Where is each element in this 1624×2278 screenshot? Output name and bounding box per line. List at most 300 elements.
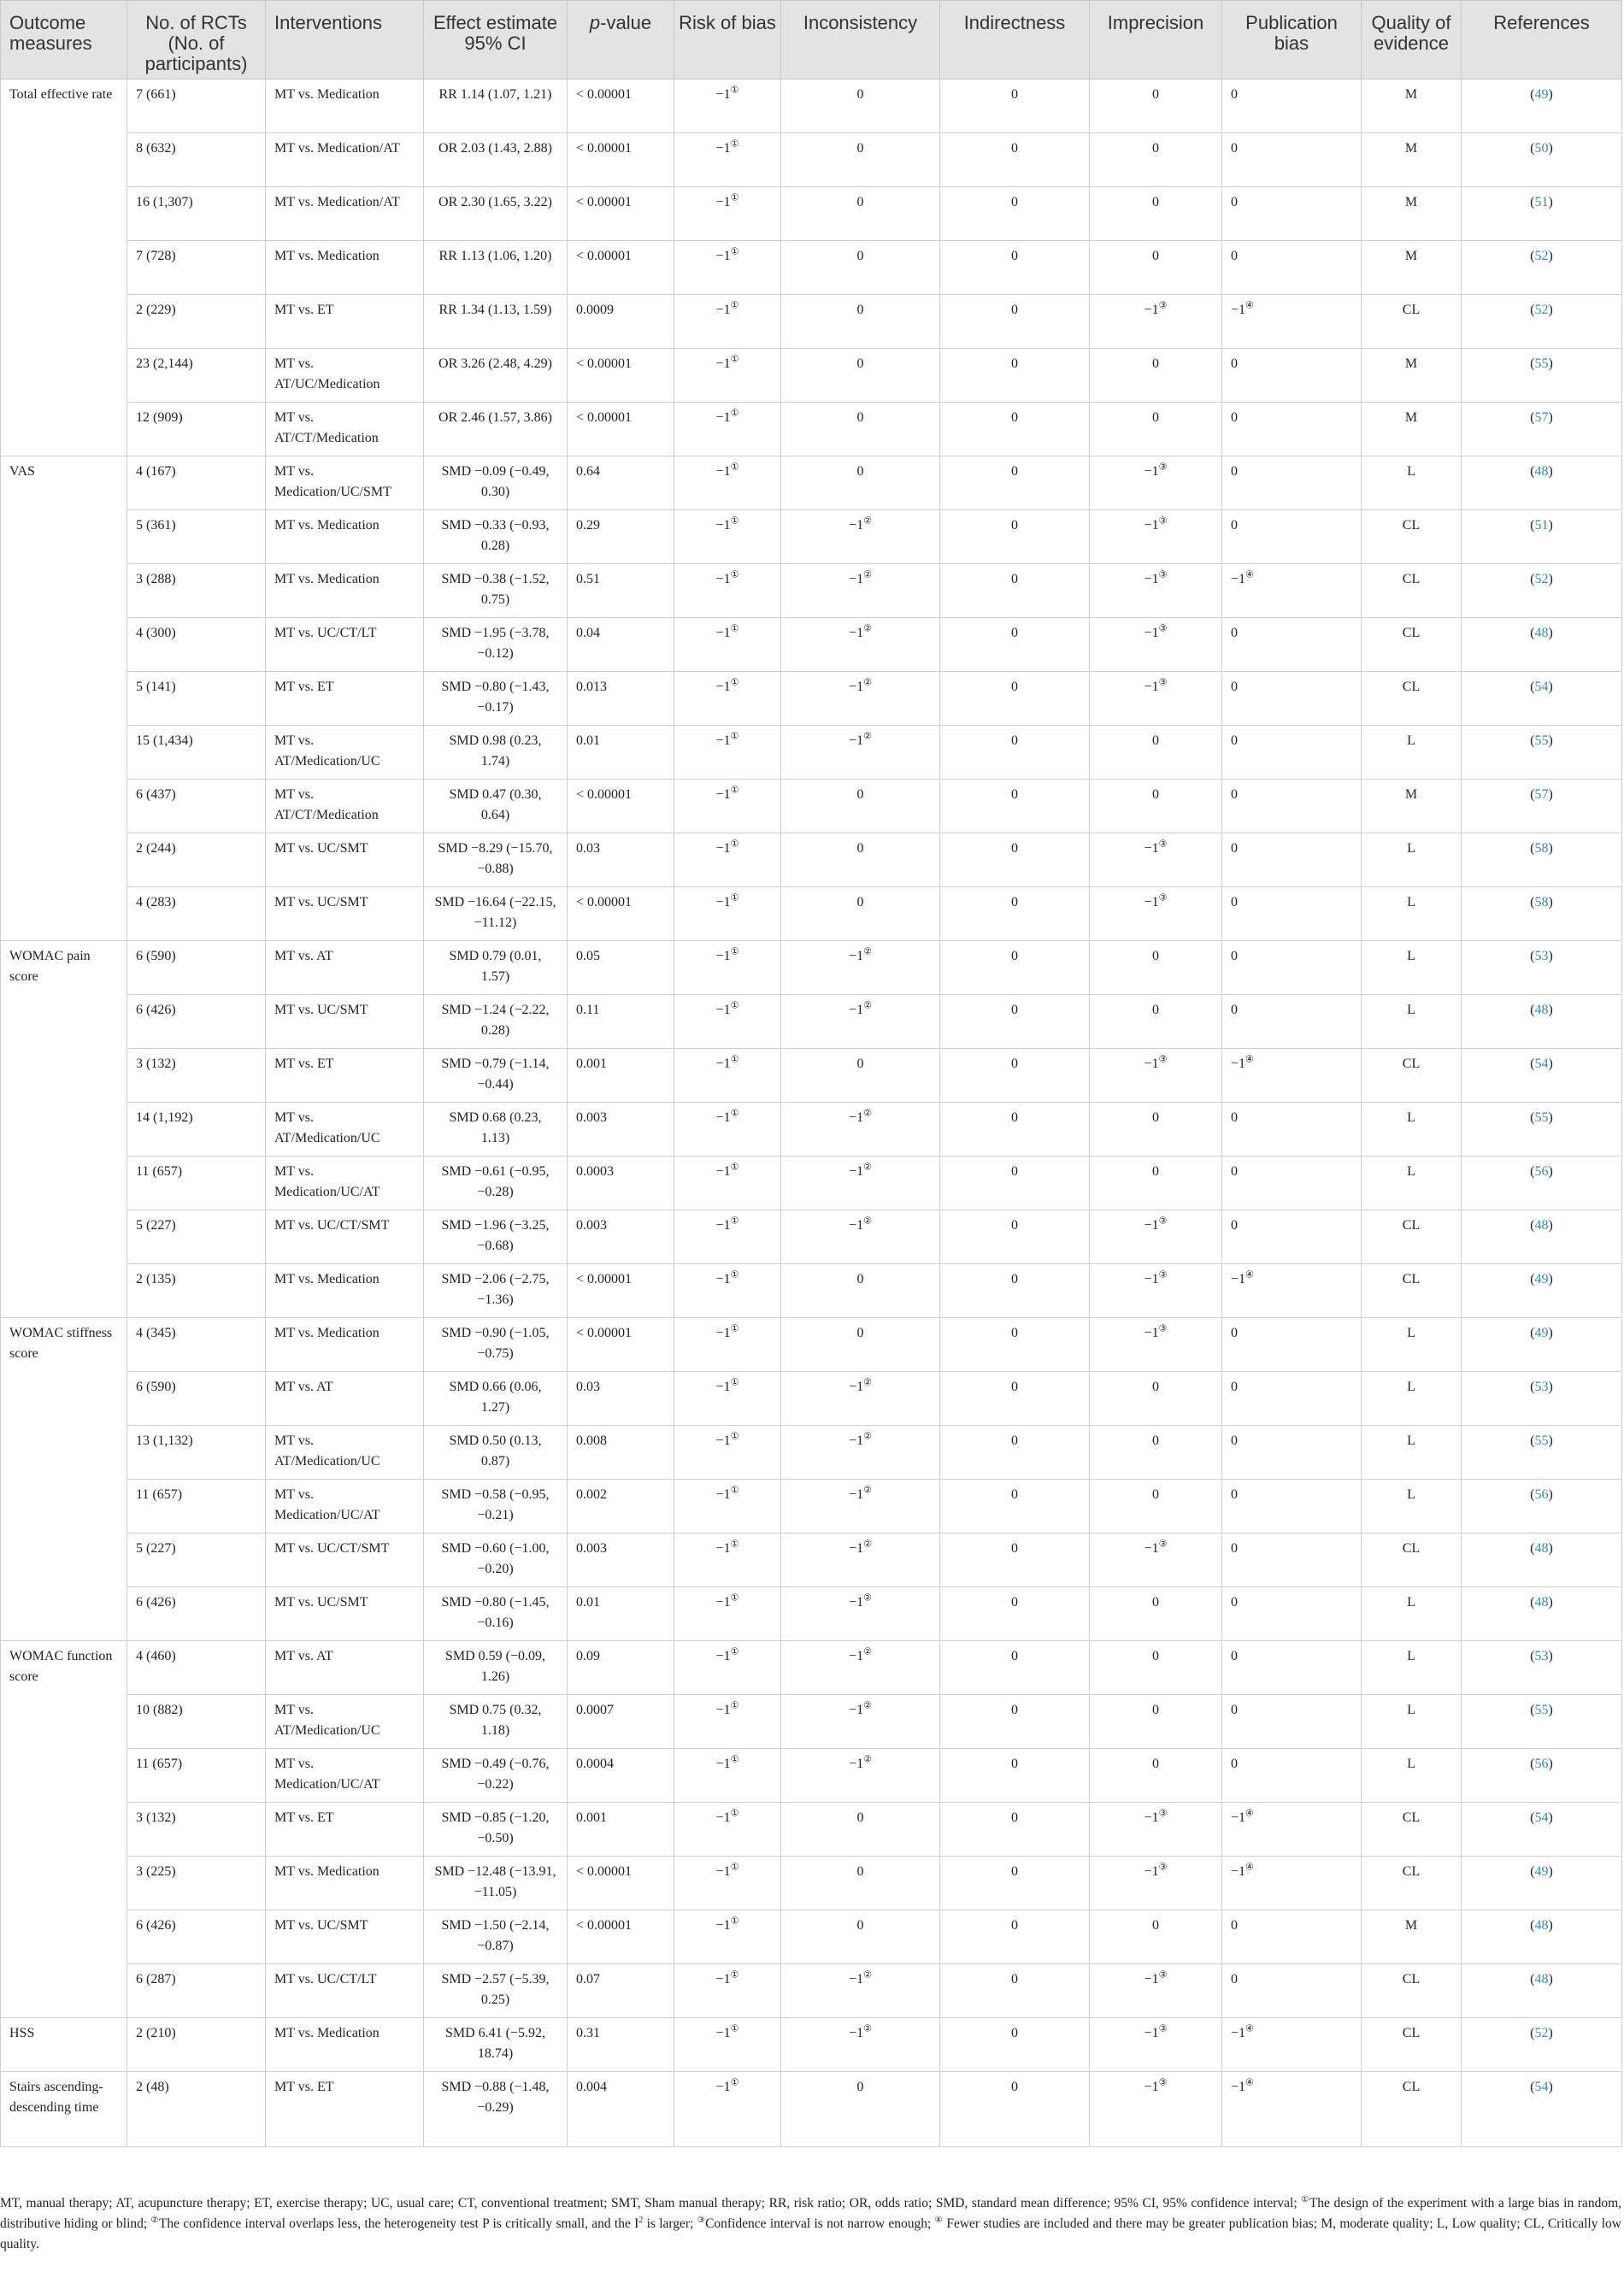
inconsistency-value: −1 bbox=[849, 949, 864, 963]
risk-of-bias-cell bbox=[674, 564, 781, 618]
imprecision-value: −1 bbox=[1144, 1218, 1159, 1233]
publication-bias-value: −1 bbox=[1231, 1272, 1246, 1286]
effect-estimate-cell: SMD −1.96 (−3.25, −0.68) bbox=[424, 1210, 568, 1264]
inconsistency-footnote-marker: ② bbox=[863, 731, 872, 742]
publication-bias-cell bbox=[1222, 1426, 1362, 1480]
publication-bias-cell bbox=[1222, 510, 1362, 564]
rcts-cell: 4 (283) bbox=[127, 887, 266, 941]
rcts-cell: 6 (426) bbox=[127, 1587, 266, 1641]
imprecision-cell bbox=[1090, 1372, 1222, 1426]
imprecision-value: 0 bbox=[1152, 87, 1159, 102]
reference-link[interactable]: 48 bbox=[1534, 1595, 1549, 1610]
reference-link[interactable]: 54 bbox=[1534, 2080, 1549, 2094]
footnote-i-squared: 2 bbox=[638, 2215, 644, 2225]
table-row bbox=[1, 1803, 1622, 1857]
risk-of-bias-value: −1 bbox=[715, 1918, 731, 1933]
table-row bbox=[1, 1426, 1622, 1480]
p-value-cell: 0.03 bbox=[568, 833, 674, 887]
table-row bbox=[1, 510, 1622, 564]
publication-bias-cell bbox=[1222, 1695, 1362, 1749]
reference-link[interactable]: 52 bbox=[1534, 249, 1549, 263]
header-inconsistency: Inconsistency bbox=[781, 1, 940, 79]
indirectness-cell: 0 bbox=[940, 941, 1090, 995]
table-row bbox=[1, 1587, 1622, 1641]
effect-estimate-cell: SMD −2.57 (−5.39, 0.25) bbox=[424, 1964, 568, 2018]
imprecision-cell bbox=[1090, 349, 1222, 403]
inconsistency-value: 0 bbox=[856, 249, 864, 263]
reference-cell: (49) bbox=[1462, 1264, 1622, 1318]
indirectness-cell: 0 bbox=[940, 1318, 1090, 1372]
effect-estimate-cell: SMD −0.33 (−0.93, 0.28) bbox=[424, 510, 568, 564]
intervention-cell: MT vs. UC/SMT bbox=[266, 1910, 424, 1964]
reference-link[interactable]: 57 bbox=[1534, 787, 1549, 802]
publication-bias-value: −1 bbox=[1231, 303, 1246, 317]
reference-link[interactable]: 48 bbox=[1534, 1003, 1549, 1017]
publication-bias-value: 0 bbox=[1231, 249, 1238, 263]
quality-of-evidence-cell: M bbox=[1362, 187, 1462, 241]
imprecision-footnote-marker: ③ bbox=[1158, 1323, 1168, 1334]
risk-of-bias-cell bbox=[674, 1103, 781, 1157]
quality-of-evidence-cell: L bbox=[1362, 995, 1462, 1049]
risk-of-bias-cell bbox=[674, 1049, 781, 1103]
publication-bias-value: 0 bbox=[1231, 195, 1238, 209]
imprecision-value: −1 bbox=[1144, 1326, 1159, 1340]
risk-of-bias-value: −1 bbox=[715, 572, 731, 586]
imprecision-value: −1 bbox=[1144, 303, 1159, 317]
reference-link[interactable]: 53 bbox=[1534, 1649, 1549, 1663]
risk-of-bias-value: −1 bbox=[715, 303, 731, 317]
header-imprecision: Imprecision bbox=[1090, 1, 1222, 79]
intervention-cell: MT vs. AT bbox=[266, 1372, 424, 1426]
effect-estimate-cell: OR 2.46 (1.57, 3.86) bbox=[424, 403, 568, 456]
p-value-cell: 0.09 bbox=[568, 1641, 674, 1695]
imprecision-footnote-marker: ③ bbox=[1158, 1054, 1168, 1065]
inconsistency-cell bbox=[781, 941, 940, 995]
effect-estimate-cell: SMD −0.80 (−1.43, −0.17) bbox=[424, 672, 568, 726]
imprecision-value: −1 bbox=[1144, 680, 1159, 694]
imprecision-value: 0 bbox=[1152, 356, 1159, 371]
intervention-cell: MT vs. ET bbox=[266, 672, 424, 726]
reference-link[interactable]: 56 bbox=[1534, 1757, 1549, 1771]
risk-of-bias-footnote-marker: ① bbox=[730, 354, 739, 365]
risk-of-bias-value: −1 bbox=[715, 1326, 731, 1340]
reference-link[interactable]: 48 bbox=[1534, 1972, 1549, 1987]
reference-link[interactable]: 55 bbox=[1534, 733, 1549, 748]
table-row bbox=[1, 564, 1622, 618]
risk-of-bias-cell bbox=[674, 995, 781, 1049]
rcts-cell: 4 (345) bbox=[127, 1318, 266, 1372]
reference-link[interactable]: 51 bbox=[1534, 518, 1549, 533]
risk-of-bias-cell bbox=[674, 2018, 781, 2072]
imprecision-cell bbox=[1090, 1210, 1222, 1264]
quality-of-evidence-cell: L bbox=[1362, 1318, 1462, 1372]
reference-cell: (55) bbox=[1462, 1103, 1622, 1157]
indirectness-cell: 0 bbox=[940, 1641, 1090, 1695]
risk-of-bias-value: −1 bbox=[715, 1057, 731, 1071]
inconsistency-value: 0 bbox=[856, 410, 864, 425]
inconsistency-footnote-marker: ② bbox=[863, 1969, 872, 1981]
header-quality-of-evidence: Quality of evidence bbox=[1362, 1, 1462, 79]
risk-of-bias-value: −1 bbox=[715, 1110, 731, 1125]
rcts-cell: 10 (882) bbox=[127, 1695, 266, 1749]
imprecision-footnote-marker: ③ bbox=[1158, 839, 1168, 850]
inconsistency-value: −1 bbox=[849, 1649, 864, 1663]
reference-link[interactable]: 58 bbox=[1534, 841, 1549, 856]
risk-of-bias-footnote-marker: ① bbox=[730, 1162, 739, 1173]
intervention-cell: MT vs. UC/SMT bbox=[266, 887, 424, 941]
table-row bbox=[1, 1910, 1622, 1964]
reference-link[interactable]: 58 bbox=[1534, 895, 1549, 909]
table-row bbox=[1, 79, 1622, 133]
imprecision-value: −1 bbox=[1144, 1864, 1159, 1879]
risk-of-bias-cell bbox=[674, 618, 781, 672]
publication-bias-value: 0 bbox=[1231, 1380, 1238, 1394]
risk-of-bias-footnote-marker: ① bbox=[730, 569, 739, 580]
reference-cell: (56) bbox=[1462, 1157, 1622, 1210]
reference-cell: (54) bbox=[1462, 1049, 1622, 1103]
p-value-cell: < 0.00001 bbox=[568, 403, 674, 456]
risk-of-bias-cell bbox=[674, 887, 781, 941]
publication-bias-value: 0 bbox=[1231, 787, 1238, 802]
publication-bias-footnote-marker: ④ bbox=[1245, 1808, 1254, 1819]
inconsistency-footnote-marker: ② bbox=[863, 1646, 872, 1657]
imprecision-footnote-marker: ③ bbox=[1158, 623, 1168, 634]
publication-bias-value: 0 bbox=[1231, 1487, 1238, 1502]
table-row bbox=[1, 2072, 1622, 2147]
effect-estimate-cell: SMD −0.85 (−1.20, −0.50) bbox=[424, 1803, 568, 1857]
publication-bias-cell bbox=[1222, 1533, 1362, 1587]
effect-estimate-cell: SMD −0.38 (−1.52, 0.75) bbox=[424, 564, 568, 618]
imprecision-cell bbox=[1090, 1803, 1222, 1857]
publication-bias-value: 0 bbox=[1231, 1918, 1238, 1933]
reference-link[interactable]: 55 bbox=[1534, 1703, 1549, 1717]
imprecision-footnote-marker: ③ bbox=[1158, 2077, 1168, 2088]
quality-of-evidence-cell: CL bbox=[1362, 2072, 1462, 2147]
risk-of-bias-cell bbox=[674, 295, 781, 349]
publication-bias-value: 0 bbox=[1231, 87, 1238, 102]
risk-of-bias-cell bbox=[674, 833, 781, 887]
indirectness-cell: 0 bbox=[940, 187, 1090, 241]
risk-of-bias-value: −1 bbox=[715, 1541, 731, 1556]
inconsistency-footnote-marker: ② bbox=[863, 1700, 872, 1711]
table-row bbox=[1, 1049, 1622, 1103]
intervention-cell: MT vs. Medication/AT bbox=[266, 187, 424, 241]
header-references: References bbox=[1462, 1, 1622, 79]
footnote-marker-3: ③ bbox=[697, 2215, 706, 2225]
imprecision-value: −1 bbox=[1144, 841, 1159, 856]
risk-of-bias-footnote-marker: ① bbox=[730, 1862, 739, 1873]
reference-link[interactable]: 50 bbox=[1534, 141, 1549, 156]
p-value-cell: < 0.00001 bbox=[568, 241, 674, 295]
risk-of-bias-value: −1 bbox=[715, 841, 731, 856]
publication-bias-cell bbox=[1222, 672, 1362, 726]
effect-estimate-cell: OR 2.30 (1.65, 3.22) bbox=[424, 187, 568, 241]
reference-link[interactable]: 48 bbox=[1534, 1218, 1549, 1233]
publication-bias-cell bbox=[1222, 833, 1362, 887]
risk-of-bias-value: −1 bbox=[715, 1380, 731, 1394]
risk-of-bias-value: −1 bbox=[715, 1218, 731, 1233]
reference-link[interactable]: 48 bbox=[1534, 1541, 1549, 1556]
quality-of-evidence-cell: L bbox=[1362, 1641, 1462, 1695]
intervention-cell: MT vs. Medication bbox=[266, 564, 424, 618]
rcts-cell: 12 (909) bbox=[127, 403, 266, 456]
imprecision-value: −1 bbox=[1144, 626, 1159, 640]
publication-bias-cell bbox=[1222, 79, 1362, 133]
footnote-note-3: Confidence interval is not narrow enough; bbox=[705, 2216, 935, 2231]
effect-estimate-cell: SMD −0.61 (−0.95, −0.28) bbox=[424, 1157, 568, 1210]
reference-link[interactable]: 52 bbox=[1534, 303, 1549, 317]
imprecision-footnote-marker: ③ bbox=[1158, 1808, 1168, 1819]
inconsistency-value: −1 bbox=[849, 680, 864, 694]
reference-cell: (48) bbox=[1462, 618, 1622, 672]
inconsistency-value: 0 bbox=[856, 356, 864, 371]
indirectness-cell: 0 bbox=[940, 79, 1090, 133]
risk-of-bias-footnote-marker: ① bbox=[730, 138, 739, 150]
intervention-cell: MT vs. ET bbox=[266, 2072, 424, 2147]
imprecision-cell bbox=[1090, 79, 1222, 133]
inconsistency-cell bbox=[781, 1695, 940, 1749]
header-outcome-measures: Outcome measures bbox=[1, 1, 127, 79]
rcts-cell: 13 (1,132) bbox=[127, 1426, 266, 1480]
outcome-measure-cell: HSS bbox=[1, 2018, 127, 2072]
inconsistency-cell bbox=[781, 1426, 940, 1480]
publication-bias-footnote-marker: ④ bbox=[1245, 1269, 1254, 1280]
reference-cell: (52) bbox=[1462, 241, 1622, 295]
intervention-cell: MT vs. Medication/UC/SMT bbox=[266, 456, 424, 510]
reference-link[interactable]: 48 bbox=[1534, 626, 1549, 640]
publication-bias-cell bbox=[1222, 456, 1362, 510]
imprecision-value: 0 bbox=[1152, 1003, 1159, 1017]
intervention-cell: MT vs. UC/SMT bbox=[266, 833, 424, 887]
indirectness-cell: 0 bbox=[940, 2072, 1090, 2147]
risk-of-bias-value: −1 bbox=[715, 141, 731, 156]
imprecision-value: 0 bbox=[1152, 1110, 1159, 1125]
imprecision-cell bbox=[1090, 187, 1222, 241]
p-value-cell: < 0.00001 bbox=[568, 133, 674, 187]
imprecision-value: 0 bbox=[1152, 787, 1159, 802]
inconsistency-value: −1 bbox=[849, 1433, 864, 1448]
p-value-cell: 0.01 bbox=[568, 1587, 674, 1641]
inconsistency-value: 0 bbox=[856, 1918, 864, 1933]
risk-of-bias-footnote-marker: ① bbox=[730, 192, 739, 203]
risk-of-bias-cell bbox=[674, 1910, 781, 1964]
table-row bbox=[1, 456, 1622, 510]
indirectness-cell: 0 bbox=[940, 887, 1090, 941]
publication-bias-cell bbox=[1222, 1587, 1362, 1641]
imprecision-value: 0 bbox=[1152, 949, 1159, 963]
table-row bbox=[1, 241, 1622, 295]
risk-of-bias-cell bbox=[674, 133, 781, 187]
publication-bias-value: 0 bbox=[1231, 410, 1238, 425]
reference-link[interactable]: 51 bbox=[1534, 195, 1549, 209]
inconsistency-value: −1 bbox=[849, 1595, 864, 1610]
reference-link[interactable]: 55 bbox=[1534, 1433, 1549, 1448]
inconsistency-cell bbox=[781, 1049, 940, 1103]
publication-bias-value: 0 bbox=[1231, 1972, 1238, 1987]
inconsistency-footnote-marker: ② bbox=[863, 946, 872, 957]
rcts-cell: 5 (141) bbox=[127, 672, 266, 726]
reference-link[interactable]: 52 bbox=[1534, 2026, 1549, 2040]
inconsistency-cell bbox=[781, 241, 940, 295]
risk-of-bias-footnote-marker: ① bbox=[730, 1269, 739, 1280]
risk-of-bias-value: −1 bbox=[715, 1433, 731, 1448]
effect-estimate-cell: RR 1.14 (1.07, 1.21) bbox=[424, 79, 568, 133]
reference-cell: (52) bbox=[1462, 564, 1622, 618]
reference-link[interactable]: 49 bbox=[1534, 1272, 1549, 1286]
rcts-cell: 5 (361) bbox=[127, 510, 266, 564]
risk-of-bias-cell bbox=[674, 1372, 781, 1426]
inconsistency-value: 0 bbox=[856, 1326, 864, 1340]
table-row bbox=[1, 941, 1622, 995]
footnote-note-2: The confidence interval overlaps less, the heterogeneity test P is critically small, and the I bbox=[158, 2216, 639, 2231]
reference-link[interactable]: 48 bbox=[1534, 464, 1549, 479]
inconsistency-value: 0 bbox=[856, 141, 864, 156]
imprecision-value: 0 bbox=[1152, 1433, 1159, 1448]
publication-bias-value: −1 bbox=[1231, 1057, 1246, 1071]
reference-link[interactable]: 56 bbox=[1534, 1164, 1549, 1179]
header-effect-estimate: Effect estimate 95% CI bbox=[424, 1, 568, 79]
publication-bias-footnote-marker: ④ bbox=[1245, 300, 1254, 311]
reference-link[interactable]: 49 bbox=[1534, 1864, 1549, 1879]
risk-of-bias-value: −1 bbox=[715, 949, 731, 963]
risk-of-bias-value: −1 bbox=[715, 195, 731, 209]
risk-of-bias-value: −1 bbox=[715, 787, 731, 802]
reference-link[interactable]: 49 bbox=[1534, 1326, 1549, 1340]
reference-cell: (52) bbox=[1462, 2018, 1622, 2072]
reference-cell: (58) bbox=[1462, 887, 1622, 941]
quality-of-evidence-cell: CL bbox=[1362, 618, 1462, 672]
indirectness-cell: 0 bbox=[940, 456, 1090, 510]
risk-of-bias-cell bbox=[674, 672, 781, 726]
risk-of-bias-footnote-marker: ① bbox=[730, 1216, 739, 1227]
imprecision-footnote-marker: ③ bbox=[1158, 569, 1168, 580]
risk-of-bias-footnote-marker: ① bbox=[730, 1539, 739, 1550]
table-row bbox=[1, 1318, 1622, 1372]
publication-bias-cell bbox=[1222, 564, 1362, 618]
risk-of-bias-value: −1 bbox=[715, 464, 731, 479]
inconsistency-footnote-marker: ② bbox=[863, 1485, 872, 1496]
quality-of-evidence-cell: M bbox=[1362, 780, 1462, 833]
inconsistency-footnote-marker: ② bbox=[863, 1754, 872, 1765]
effect-estimate-cell: SMD 0.75 (0.32, 1.18) bbox=[424, 1695, 568, 1749]
risk-of-bias-footnote-marker: ① bbox=[730, 1377, 739, 1388]
intervention-cell: MT vs. Medication/AT bbox=[266, 133, 424, 187]
effect-estimate-cell: RR 1.34 (1.13, 1.59) bbox=[424, 295, 568, 349]
p-value-cell: 0.0009 bbox=[568, 295, 674, 349]
quality-of-evidence-cell: L bbox=[1362, 456, 1462, 510]
publication-bias-value: 0 bbox=[1231, 626, 1238, 640]
reference-link[interactable]: 55 bbox=[1534, 356, 1549, 371]
indirectness-cell: 0 bbox=[940, 1533, 1090, 1587]
p-value-cell: < 0.00001 bbox=[568, 1910, 674, 1964]
rcts-cell: 2 (210) bbox=[127, 2018, 266, 2072]
quality-of-evidence-cell: L bbox=[1362, 1426, 1462, 1480]
reference-cell: (53) bbox=[1462, 1372, 1622, 1426]
inconsistency-cell bbox=[781, 672, 940, 726]
risk-of-bias-footnote-marker: ① bbox=[730, 839, 739, 850]
reference-link[interactable]: 54 bbox=[1534, 1057, 1549, 1071]
reference-link[interactable]: 55 bbox=[1534, 1110, 1549, 1125]
reference-link[interactable]: 57 bbox=[1534, 410, 1549, 425]
reference-link[interactable]: 54 bbox=[1534, 1810, 1549, 1825]
imprecision-cell bbox=[1090, 241, 1222, 295]
publication-bias-cell bbox=[1222, 241, 1362, 295]
outcome-measure-cell: VAS bbox=[1, 456, 127, 941]
risk-of-bias-footnote-marker: ① bbox=[730, 785, 739, 796]
reference-cell: (50) bbox=[1462, 133, 1622, 187]
inconsistency-cell bbox=[781, 1103, 940, 1157]
reference-link[interactable]: 52 bbox=[1534, 572, 1549, 586]
p-value-cell: 0.05 bbox=[568, 941, 674, 995]
inconsistency-cell bbox=[781, 618, 940, 672]
risk-of-bias-footnote-marker: ① bbox=[730, 515, 739, 527]
p-value-cell: 0.008 bbox=[568, 1426, 674, 1480]
rcts-cell: 6 (590) bbox=[127, 1372, 266, 1426]
indirectness-cell: 0 bbox=[940, 1803, 1090, 1857]
footnote-note-4: Fewer studies are included and there may be greater publication bias; M, moderate quality; L, Low quality; CL, Critically low quality. bbox=[0, 2216, 1621, 2252]
intervention-cell: MT vs. Medication/UC/AT bbox=[266, 1157, 424, 1210]
imprecision-value: 0 bbox=[1152, 1380, 1159, 1394]
publication-bias-cell bbox=[1222, 1749, 1362, 1803]
reference-link[interactable]: 54 bbox=[1534, 680, 1549, 694]
quality-of-evidence-cell: L bbox=[1362, 887, 1462, 941]
effect-estimate-cell: SMD 0.50 (0.13, 0.87) bbox=[424, 1426, 568, 1480]
table-row bbox=[1, 780, 1622, 833]
reference-link[interactable]: 56 bbox=[1534, 1487, 1549, 1502]
risk-of-bias-footnote-marker: ① bbox=[730, 1000, 739, 1011]
risk-of-bias-value: −1 bbox=[715, 410, 731, 425]
quality-of-evidence-cell: L bbox=[1362, 1157, 1462, 1210]
imprecision-cell bbox=[1090, 1641, 1222, 1695]
reference-cell: (49) bbox=[1462, 79, 1622, 133]
reference-link[interactable]: 48 bbox=[1534, 1918, 1549, 1933]
reference-link[interactable]: 49 bbox=[1534, 87, 1549, 102]
inconsistency-footnote-marker: ② bbox=[863, 623, 872, 634]
table-row bbox=[1, 1264, 1622, 1318]
header-p-value bbox=[568, 1, 674, 79]
inconsistency-value: 0 bbox=[856, 841, 864, 856]
reference-cell: (57) bbox=[1462, 403, 1622, 456]
reference-cell: (54) bbox=[1462, 1803, 1622, 1857]
intervention-cell: MT vs. UC/CT/LT bbox=[266, 1964, 424, 2018]
inconsistency-footnote-marker: ② bbox=[863, 1000, 872, 1011]
imprecision-cell bbox=[1090, 1318, 1222, 1372]
risk-of-bias-value: −1 bbox=[715, 733, 731, 748]
rcts-cell: 4 (300) bbox=[127, 618, 266, 672]
p-value-cell: < 0.00001 bbox=[568, 1264, 674, 1318]
rcts-cell: 4 (460) bbox=[127, 1641, 266, 1695]
quality-of-evidence-cell: CL bbox=[1362, 510, 1462, 564]
quality-of-evidence-cell: L bbox=[1362, 726, 1462, 780]
indirectness-cell: 0 bbox=[940, 2018, 1090, 2072]
imprecision-value: −1 bbox=[1144, 1057, 1159, 1071]
imprecision-cell bbox=[1090, 456, 1222, 510]
reference-link[interactable]: 53 bbox=[1534, 1380, 1549, 1394]
quality-of-evidence-cell: L bbox=[1362, 1749, 1462, 1803]
inconsistency-cell bbox=[781, 726, 940, 780]
indirectness-cell: 0 bbox=[940, 403, 1090, 456]
p-value-cell: 0.004 bbox=[568, 2072, 674, 2147]
reference-cell: (48) bbox=[1462, 1210, 1622, 1264]
imprecision-value: 0 bbox=[1152, 1164, 1159, 1179]
footnote-abbreviations: MT, manual therapy; AT, acupuncture therapy; ET, exercise therapy; UC, usual care; CT, conventional treatment; SMT, Sham manual therapy; RR, risk ratio; OR, odds ratio; SMD, standard mean difference; 95% CI, 95% confidence interval; bbox=[0, 2196, 1302, 2210]
indirectness-cell: 0 bbox=[940, 295, 1090, 349]
publication-bias-footnote-marker: ④ bbox=[1245, 2023, 1254, 2034]
imprecision-cell bbox=[1090, 1857, 1222, 1910]
quality-of-evidence-cell: CL bbox=[1362, 1533, 1462, 1587]
reference-link[interactable]: 53 bbox=[1534, 949, 1549, 963]
effect-estimate-cell: RR 1.13 (1.06, 1.20) bbox=[424, 241, 568, 295]
